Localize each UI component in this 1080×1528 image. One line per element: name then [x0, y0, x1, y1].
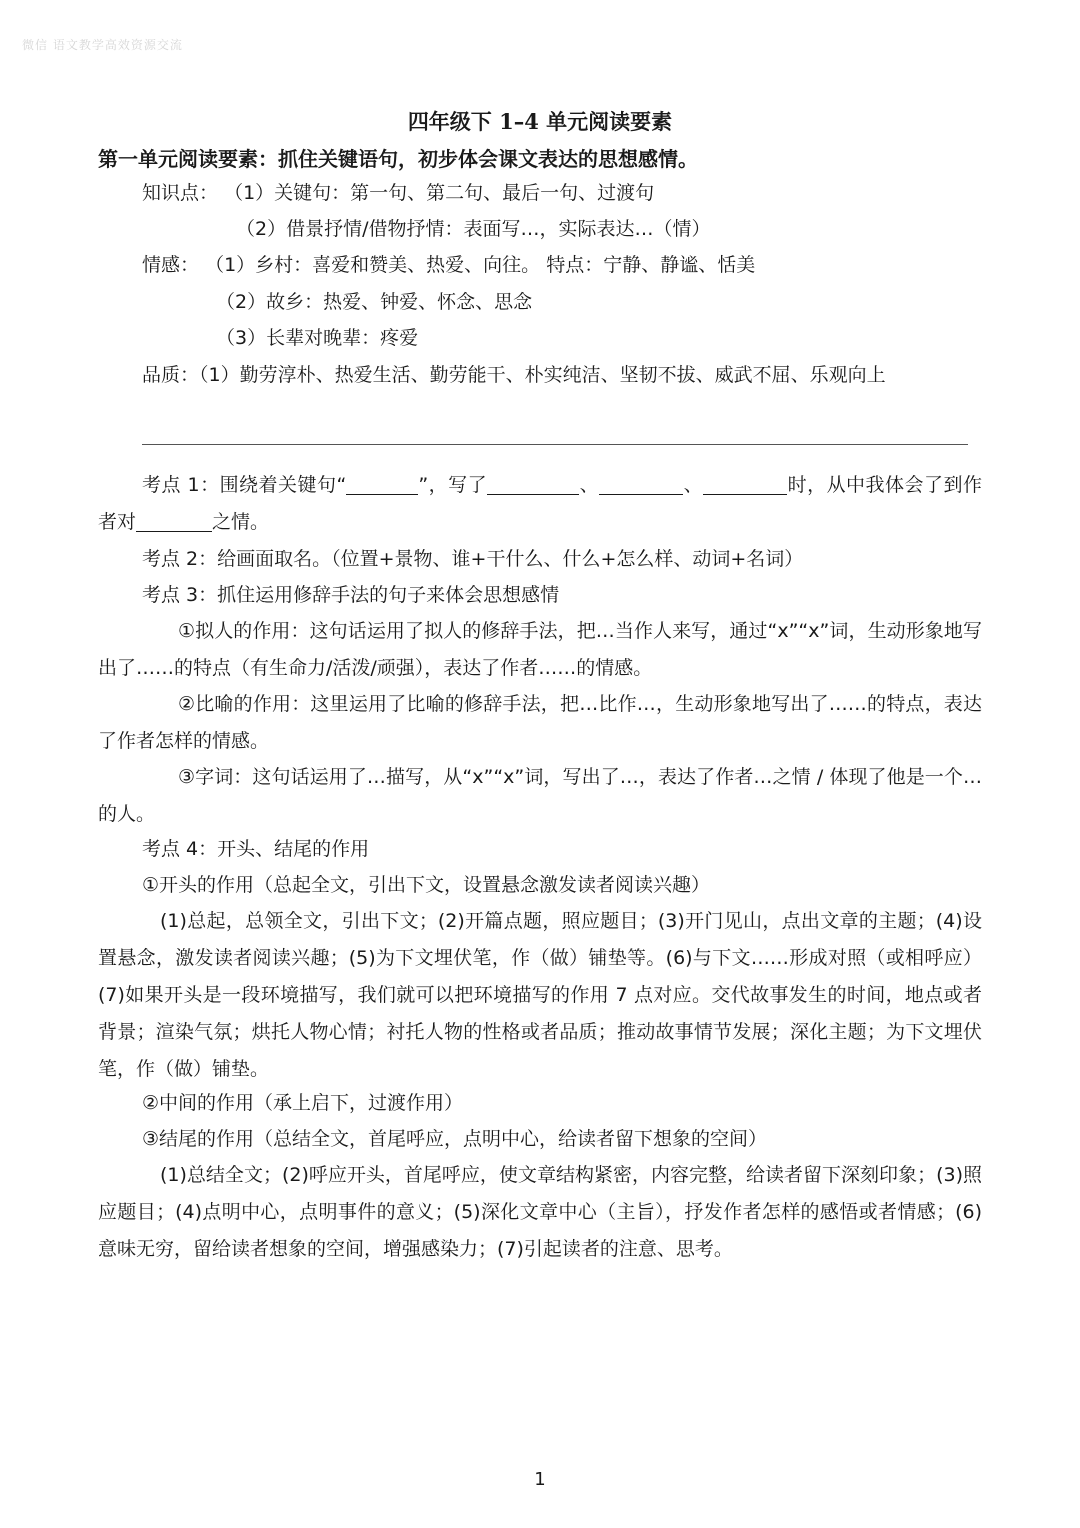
kaodian-3-personification: ①拟人的作用：这句话运用了拟人的修辞手法，把…当作人来写，通过“x”“x”词，生动形象地写出了……的特点（有生命力/活泼/顽强），表达了作者……的情感。 [98, 620, 982, 679]
kaodian-3: 考点 3：抓住运用修辞手法的句子来体会思想感情 [142, 584, 560, 606]
opening-function-detail: (1)总起，总领全文，引出下文；(2)开篇点题，照应题目；(3)开门见山，点出文章的主题；(4)设置悬念，激发读者阅读兴趣；(5)为下文埋伏笔，作（做）铺垫等。(6)与下文……形成对照（或相呼应）(7)如果开头是一段环境描写，我们就可以把环境描写的作用 7 点对应。交代故事发生的时间，地点或者背景；渲染气氛；烘托人物心情；衬托人物的性格或者品质；推动故事情节发展；深化主题；为下文埋伏笔，作（做）铺垫。 [98, 910, 982, 1080]
knowledge-label: 知识点： [142, 182, 219, 204]
kaodian-3-metaphor: ②比喻的作用：这里运用了比喻的修辞手法，把…比作…，生动形象地写出了……的特点，表达了作者怎样的情感。 [98, 693, 982, 752]
fill-blank-4 [136, 510, 212, 532]
emotion-item-3: （3）长辈对晚辈：疼爱 [216, 327, 419, 349]
kaodian-1-text-b: ”，写了 [418, 474, 488, 496]
divider-line [142, 444, 968, 445]
opening-function-heading: ①开头的作用（总起全文，引出下文，设置悬念激发读者阅读兴趣） [142, 874, 711, 896]
emotion-item-1: （1）乡村：喜爱和赞美、热爱、向往。 特点：宁静、静谧、恬美 [205, 254, 756, 276]
page-number: 1 [534, 1469, 546, 1490]
emotion-line-1 [142, 247, 755, 283]
quality-item-1: （1）勤劳淳朴、热爱生活、勤劳能干、朴实纯洁、坚韧不拔、威武不屈、乐观向上 [199, 364, 886, 386]
document-title: 四年级下 1–4 单元阅读要素 [407, 109, 673, 134]
emotion-label: 情感： [142, 254, 200, 276]
knowledge-item-1: （1）关键句：第一句、第二句、最后一句、过渡句 [224, 182, 655, 204]
ending-function-heading: ③结尾的作用（总结全文，首尾呼应，点明中心，给读者留下想象的空间） [142, 1128, 768, 1150]
fill-blank-key-sentence [346, 473, 418, 495]
quality-paragraph [98, 357, 982, 394]
kaodian-3-word-analysis: ③字词：这句话运用了…描写，从“x”“x”词，写出了…，表达了作者…之情 / 体现了他是一个…的人。 [98, 766, 982, 825]
knowledge-line-1 [142, 175, 654, 211]
emotion-item-2: （2）故乡：热爱、钟爱、怀念、思念 [216, 291, 533, 313]
watermark-text: 微信 语文教学高效资源交流 [22, 38, 183, 52]
kaodian-1-text-d: 、 [683, 474, 704, 496]
middle-function-heading: ②中间的作用（承上启下，过渡作用） [142, 1092, 464, 1114]
quality-label: 品质： [142, 364, 200, 386]
kaodian-1-text-f: 之情。 [212, 511, 270, 533]
kaodian-1-paragraph [98, 467, 982, 541]
kaodian-1-text-a: 考点 1：围绕着关键句“ [142, 474, 347, 496]
kaodian-4: 考点 4：开头、结尾的作用 [142, 838, 370, 860]
fill-blank-2 [599, 473, 683, 495]
kaodian-1-text-e: 时，从中我体会了到作者对 [98, 474, 982, 533]
fill-blank-1 [487, 473, 579, 495]
kaodian-2: 考点 2：给画面取名。（位置+景物、谁+干什么、什么+怎么样、动词+名词） [142, 548, 804, 570]
kaodian-1-text-c: 、 [579, 474, 600, 496]
ending-function-detail: (1)总结全文；(2)呼应开头，首尾呼应，使文章结构紧密，内容完整，给读者留下深刻印象；(3)照应题目；(4)点明中心，点明事件的意义；(5)深化文章中心（主旨），抒发作者怎样的感悟或者情感；(6)意味无穷，留给读者想象的空间，增强感染力；(7)引起读者的注意、思考。 [98, 1164, 982, 1260]
unit-heading: 第一单元阅读要素：抓住关键语句，初步体会课文表达的思想感情。 [98, 147, 698, 171]
knowledge-item-2: （2）借景抒情/借物抒情：表面写…，实际表达…（情） [236, 218, 711, 240]
fill-blank-3 [703, 473, 787, 495]
